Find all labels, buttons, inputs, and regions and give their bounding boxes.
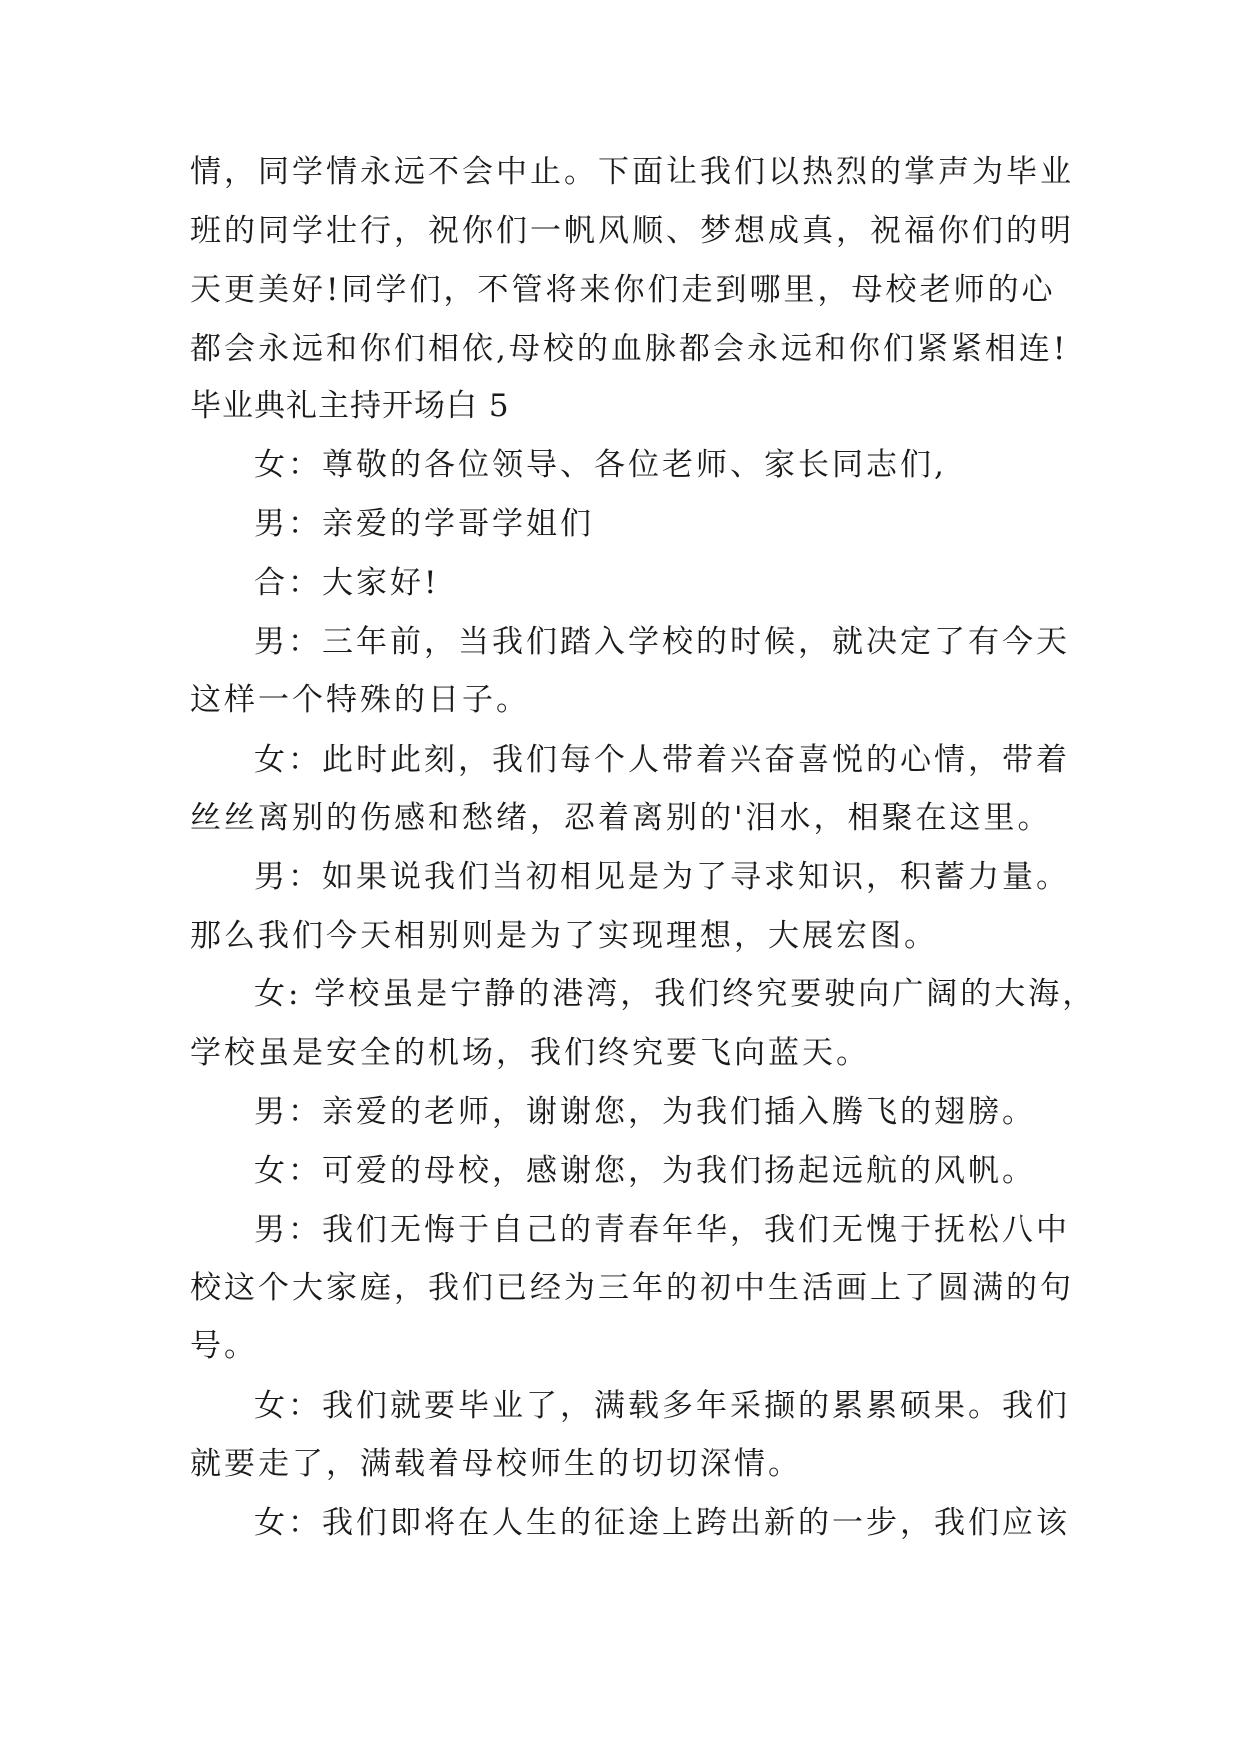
section-heading: 毕业典礼主持开场白 5 bbox=[190, 388, 510, 424]
dialogue-line: 男：亲爱的学哥学姐们 bbox=[254, 506, 594, 542]
dialogue-line: 女：可爱的母校，感谢您，为我们扬起远航的风帆。 bbox=[254, 1153, 1036, 1189]
paragraph-line: 情，同学情永远不会中止。下面让我们以热烈的掌声为毕业 bbox=[190, 154, 1074, 190]
paragraph-line: 班的同学壮行，祝你们一帆风顺、梦想成真，祝福你们的明 bbox=[190, 213, 1074, 249]
paragraph-line: 天更美好!同学们，不管将来你们走到哪里，母校老师的心 bbox=[190, 272, 1056, 308]
dialogue-line: 女：此时此刻，我们每个人带着兴奋喜悦的心情，带着 bbox=[254, 742, 1070, 778]
dialogue-line: 男：如果说我们当初相见是为了寻求知识，积蓄力量。 bbox=[254, 859, 1070, 895]
dialogue-continuation: 丝丝离别的伤感和愁绪，忍着离别的'泪水，相聚在这里。 bbox=[190, 800, 1052, 836]
dialogue-line: 男：亲爱的老师，谢谢您，为我们插入腾飞的翅膀。 bbox=[254, 1094, 1036, 1130]
dialogue-line: 男：我们无悔于自己的青春年华，我们无愧于抚松八中 bbox=[254, 1212, 1070, 1248]
dialogue-line: 女：我们就要毕业了，满载多年采撷的累累硕果。我们 bbox=[254, 1388, 1070, 1424]
dialogue-continuation: 号。 bbox=[190, 1328, 258, 1364]
paragraph-line: 都会永远和你们相依,母校的血脉都会永远和你们紧紧相连! bbox=[190, 331, 1069, 367]
dialogue-continuation: 这样一个特殊的日子。 bbox=[190, 682, 530, 718]
dialogue-line: 男：三年前，当我们踏入学校的时候，就决定了有今天 bbox=[254, 624, 1070, 660]
dialogue-line: 女: 学校虽是宁静的港湾，我们终究要驶向广阔的大海， bbox=[254, 976, 1097, 1012]
dialogue-continuation: 那么我们今天相别则是为了实现理想，大展宏图。 bbox=[190, 918, 938, 954]
dialogue-continuation: 学校虽是安全的机场，我们终究要飞向蓝天。 bbox=[190, 1035, 870, 1071]
dialogue-continuation: 校这个大家庭，我们已经为三年的初中生活画上了圆满的句 bbox=[190, 1270, 1074, 1306]
dialogue-continuation: 就要走了，满载着母校师生的切切深情。 bbox=[190, 1446, 802, 1482]
dialogue-line: 合：大家好! bbox=[254, 565, 440, 601]
dialogue-line: 女：尊敬的各位领导、各位老师、家长同志们, bbox=[254, 447, 947, 483]
dialogue-line: 女：我们即将在人生的征途上跨出新的一步，我们应该 bbox=[254, 1505, 1070, 1541]
